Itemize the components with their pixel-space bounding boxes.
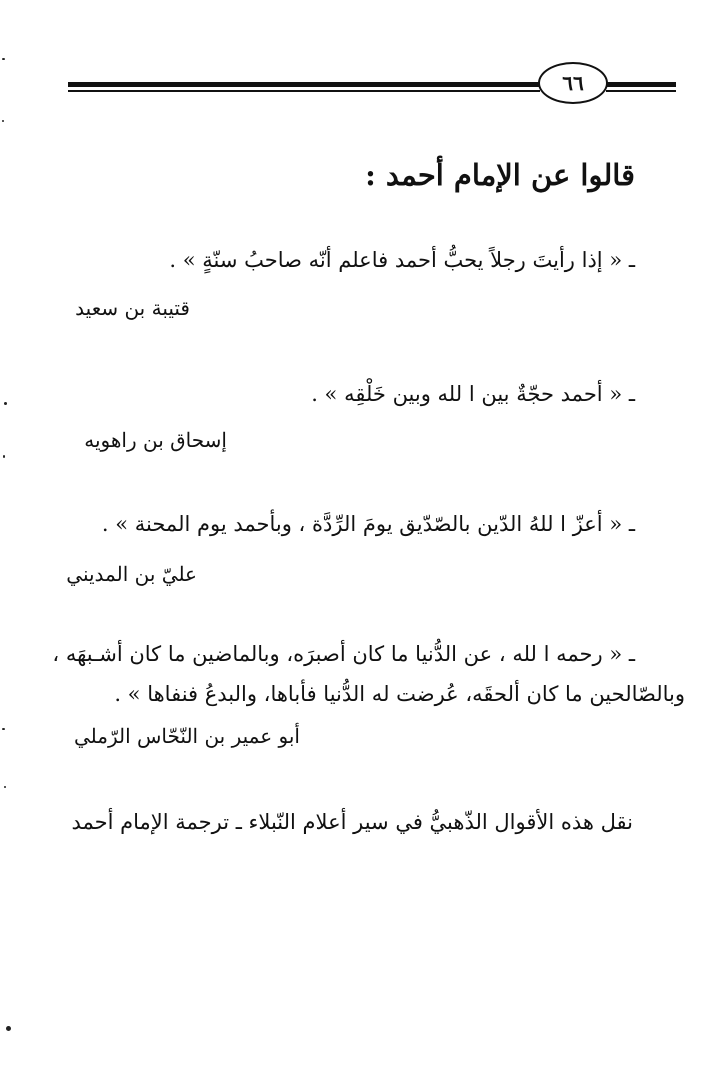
page-number — [538, 62, 608, 104]
header-rule-right-thick — [606, 82, 676, 87]
scan-speck — [4, 402, 7, 405]
page-number-text: ٦٦ — [562, 71, 584, 95]
scan-speck — [3, 455, 5, 458]
scan-speck — [2, 728, 5, 730]
quote-4-author: أبو عمير بن النّحّاس الرّملي — [73, 724, 300, 748]
section-title: قالوا عن الإمام أحمد : — [365, 158, 635, 192]
quote-2-line-1: ـ « أحمد حجّةٌ بين ا لله وبين خَلْقِه » . — [311, 382, 635, 406]
scan-speck — [2, 58, 5, 60]
quote-1-author: قتيبة بن سعيد — [75, 296, 190, 320]
quote-3-line-1: ـ « أعزّ ا للهُ الدّين بالصّدّيق يومَ الرِّدَّة ، وبأحمد يوم المحنة » . — [101, 512, 635, 536]
header-rule-left-thick — [68, 82, 540, 87]
quote-3-author: عليّ بن المديني — [66, 562, 197, 586]
header-rule-left-thin — [68, 90, 540, 92]
header-rule-right-thin — [606, 90, 676, 92]
quote-1-line-1: ـ « إذا رأيتَ رجلاً يحبُّ أحمد فاعلم أنّه صاحبُ سنّةٍ » . — [169, 248, 635, 272]
quote-4-line-1: ـ « رحمه ا لله ، عن الدُّنيا ما كان أصبرَه، وبالماضين ما كان أشـبهَه ، — [52, 642, 635, 666]
quote-4-line-2: وبالصّالحين ما كان ألحقَه، عُرضت له الدُّنيا فأباها، والبدعُ فنفاها » . — [114, 682, 685, 706]
source-note: نقل هذه الأقوال الذّهبيُّ في سير أعلام النّبلاء ـ ترجمة الإمام أحمد — [71, 810, 633, 834]
scan-speck — [4, 786, 6, 788]
scan-speck — [6, 1026, 11, 1031]
quote-2-author: إسحاق بن راهويه — [84, 428, 227, 452]
scan-speck — [2, 120, 4, 122]
